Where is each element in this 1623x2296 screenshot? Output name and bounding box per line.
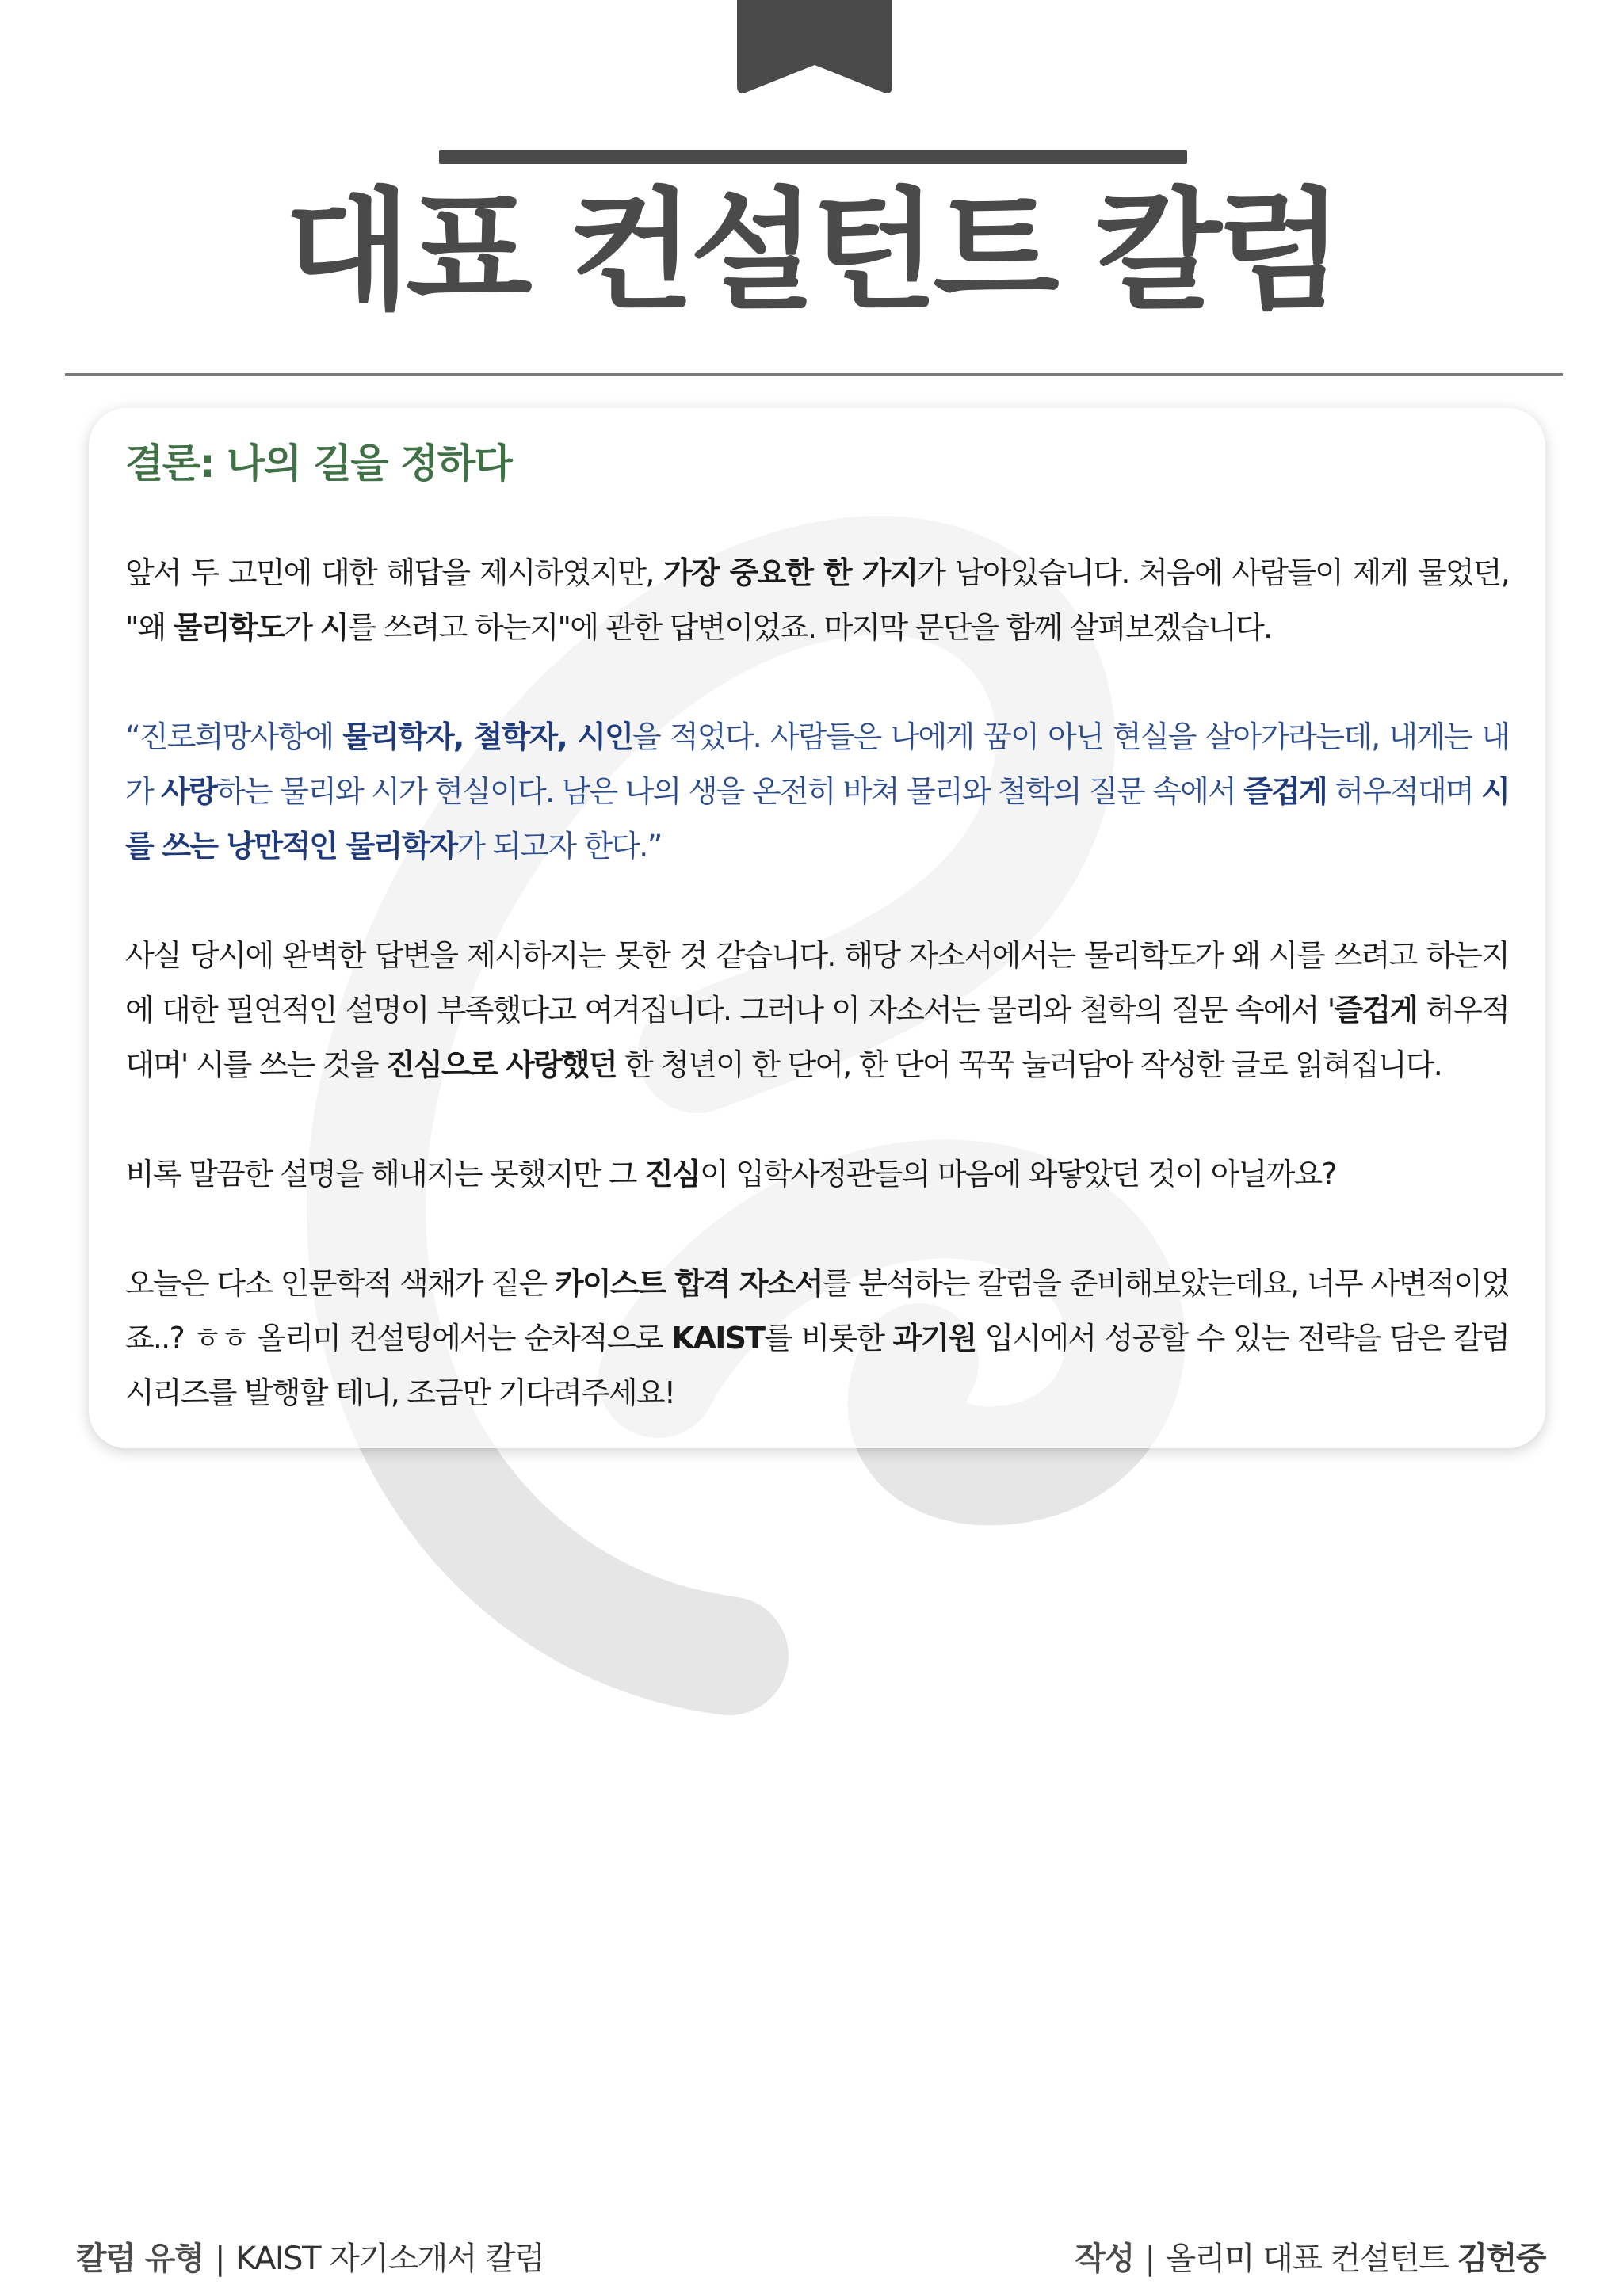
footer-separator: | (1144, 2241, 1155, 2277)
footer-separator: | (215, 2241, 224, 2277)
emphasis-text: 시를 쓰는 낭만적인 물리학자 (125, 774, 1510, 864)
body-text: 를 분석하는 칼럼을 준비해보았는데요, 너무 사변적이었죠..? ㅎㅎ 올리미 컨설팅에서는 순차적으로 (125, 1266, 1510, 1356)
footer-author-label: 작성 (1075, 2241, 1134, 2277)
body-text: 앞서 두 고민에 대한 해답을 제시하였지만, (125, 555, 664, 590)
title-decor-bar (439, 150, 1187, 164)
body-text: 가 남아있습니다. 처음에 사람들이 제게 물었던, "왜 (125, 555, 1509, 645)
page-title: 대표 컨설턴트 칼럼 (284, 175, 1338, 327)
paragraph-closing (125, 1257, 1509, 1421)
footer-author-name: 김헌중 (1457, 2241, 1545, 2277)
body-text: 한 청년이 한 단어, 한 단어 꾹꾹 눌러담아 작성한 글로 읽혀집니다. (616, 1047, 1442, 1082)
footer-column-type (76, 2238, 544, 2279)
emphasis-text: 시 (319, 610, 348, 645)
emphasis-text: 진심 (644, 1157, 700, 1192)
body-text: 허우적대며' 시를 쓰는 것을 (125, 993, 1509, 1082)
emphasis-text: KAIST (670, 1321, 765, 1356)
emphasis-text: 사랑 (161, 774, 217, 809)
body-text: 비록 말끔한 설명을 해내지는 못했지만 그 (125, 1157, 645, 1192)
body-text: 사실 당시에 완벽한 답변을 제시하지는 못한 것 같습니다. 해당 자소서에서는 물리학도가 왜 시를 쓰려고 하는지에 대한 필연적인 설명이 부족했다고 여겨집니다. 그러나 이 자소서는 물리와 철학의 질문 속에서 ' (125, 938, 1509, 1028)
paragraph-intro (125, 546, 1509, 655)
emphasis-text: 카이스트 합격 자소서 (554, 1266, 823, 1301)
body-text: 오늘은 다소 인문학적 색채가 짙은 (125, 1266, 555, 1301)
paragraph-sincerity (125, 1147, 1509, 1202)
body-text: 을 적었다. 사람들은 나에게 꿈이 아닌 현실을 살아가라는데, 내게는 내가 (125, 719, 1509, 809)
section-heading: 결론: 나의 길을 정하다 (125, 441, 512, 486)
emphasis-text: 과기원 (892, 1321, 976, 1356)
emphasis-text: 즐겁게 (1243, 774, 1327, 809)
emphasis-text: 진심으로 사랑했던 (386, 1047, 617, 1082)
body-text: 를 비롯한 (764, 1321, 893, 1356)
footer-type-value: KAIST 자기소개서 칼럼 (235, 2241, 544, 2277)
footer-author (1075, 2238, 1545, 2279)
paragraph-analysis (125, 929, 1509, 1093)
footer-author-role: 올리미 대표 컨설턴트 (1165, 2241, 1449, 2277)
body-text: 입시에서 성공할 수 있는 전략을 담은 칼럼 시리즈를 발행할 테니, 조금만 기다려주세요! (125, 1321, 1509, 1410)
emphasis-text: 물리학자, 철학자, 시인 (342, 719, 632, 754)
emphasis-text: 가장 중요한 한 가지 (663, 555, 918, 590)
bookmark-icon (737, 0, 892, 97)
body-text: “진로희망사항에 (125, 719, 343, 754)
emphasis-text: 즐겁게 (1334, 993, 1418, 1028)
body-text: 허우적대며 (1326, 774, 1482, 809)
body-text: 가 (284, 610, 320, 645)
emphasis-text: 물리학도 (173, 610, 285, 645)
header-divider (65, 373, 1563, 376)
body-text: 하는 물리와 시가 현실이다. 남은 나의 생을 온전히 바쳐 물리와 철학의 질문 속에서 (216, 774, 1244, 809)
conclusion-card (89, 408, 1545, 1448)
quote-paragraph (125, 710, 1509, 874)
body-text: 가 되고자 한다.” (456, 829, 662, 864)
footer-type-label: 칼럼 유형 (76, 2241, 204, 2277)
body-text: 이 입학사정관들의 마음에 와닿았던 것이 아닐까요? (699, 1157, 1336, 1192)
body-text: 를 쓰려고 하는지"에 관한 답변이었죠. 마지막 문단을 함께 살펴보겠습니다. (347, 610, 1272, 645)
